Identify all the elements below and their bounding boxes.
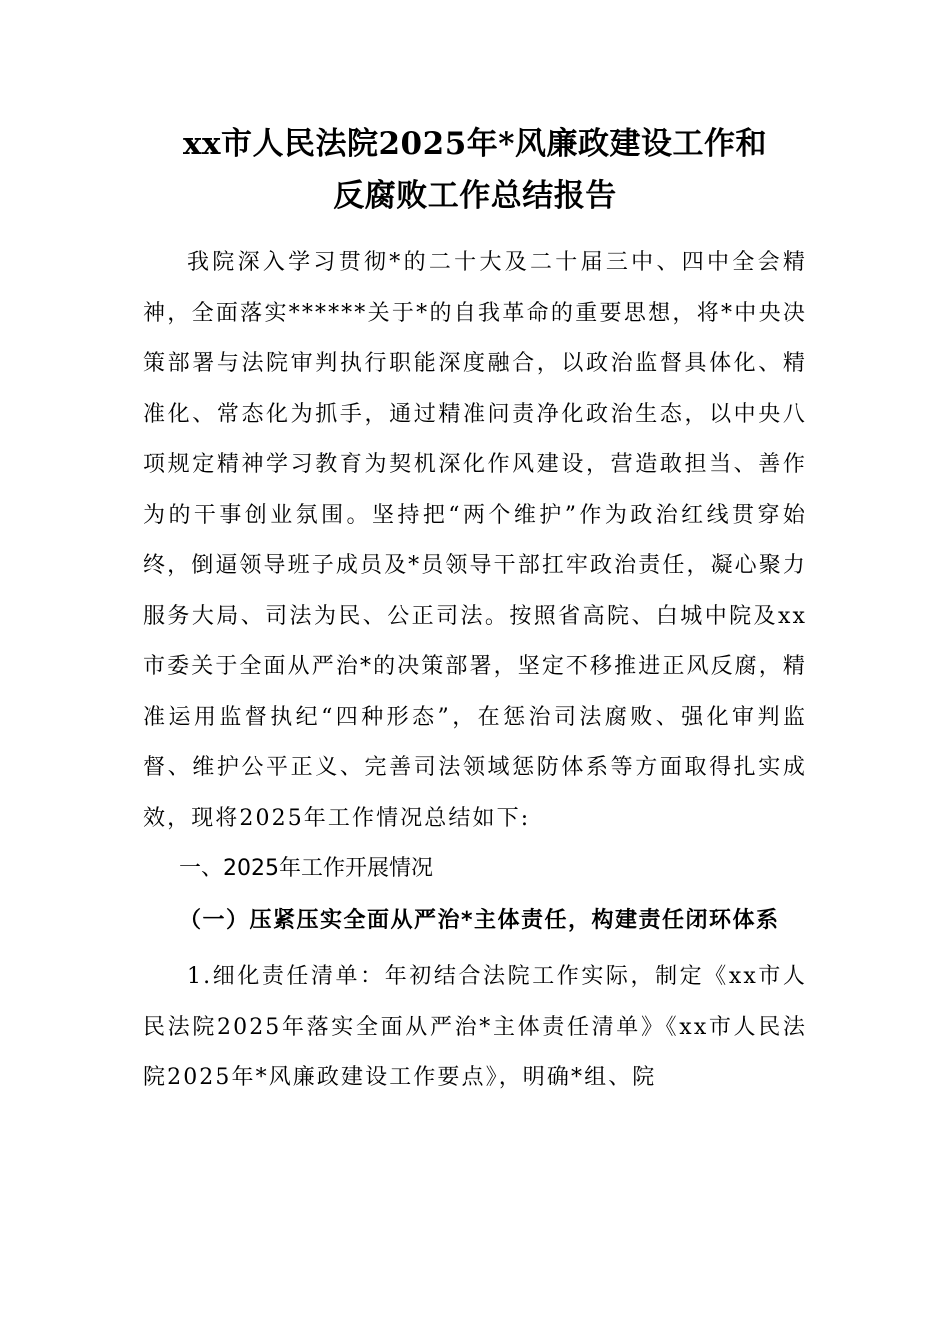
intro-paragraph: 我院深入学习贯彻*的二十大及二十届三中、四中全会精神，全面落实******关于*的自我革命的重要思想，将*中央决策部署与法院审判执行职能深度融合，以政治监督具体化、精准化、常态化为抓手，通过精准问责净化政治生态，以中央八项规定精神学习教育为契机深化作风建设，营造敢担当、善作为的干事创业氛围。坚持把“两个维护”作为政治红线贯穿始终，倒逼领导班子成员及*员领导干部扛牢政治责任，凝心聚力服务大局、司法为民、公正司法。按照省高院、白城中院及xx市委关于全面从严治*的决策部署，坚定不移推进正风反腐，精准运用监督执纪“四种形态”，在惩治司法腐败、强化审判监督、维护公平正义、完善司法领域惩防体系等方面取得扎实成效，现将2025年工作情况总结如下: (143, 250, 807, 831)
document-page (143, 118, 807, 1104)
document-title (143, 118, 807, 222)
subsection-heading: （一）压紧压实全面从严治*主体责任，构建责任闭环体系 (179, 908, 780, 933)
title-line-2: 反腐败工作总结报告 (333, 178, 617, 214)
item-paragraph: 1.细化责任清单：年初结合法院工作实际，制定《xx市人民法院2025年落实全面从严治*主体责任清单》《xx市人民法院2025年*风廉政建设工作要点》，明确*组、院 (143, 964, 807, 1090)
title-line-1: xx市人民法院2025年*风廉政建设工作和 (183, 126, 767, 162)
section-heading: 一、2025年工作开展情况 (179, 856, 433, 881)
